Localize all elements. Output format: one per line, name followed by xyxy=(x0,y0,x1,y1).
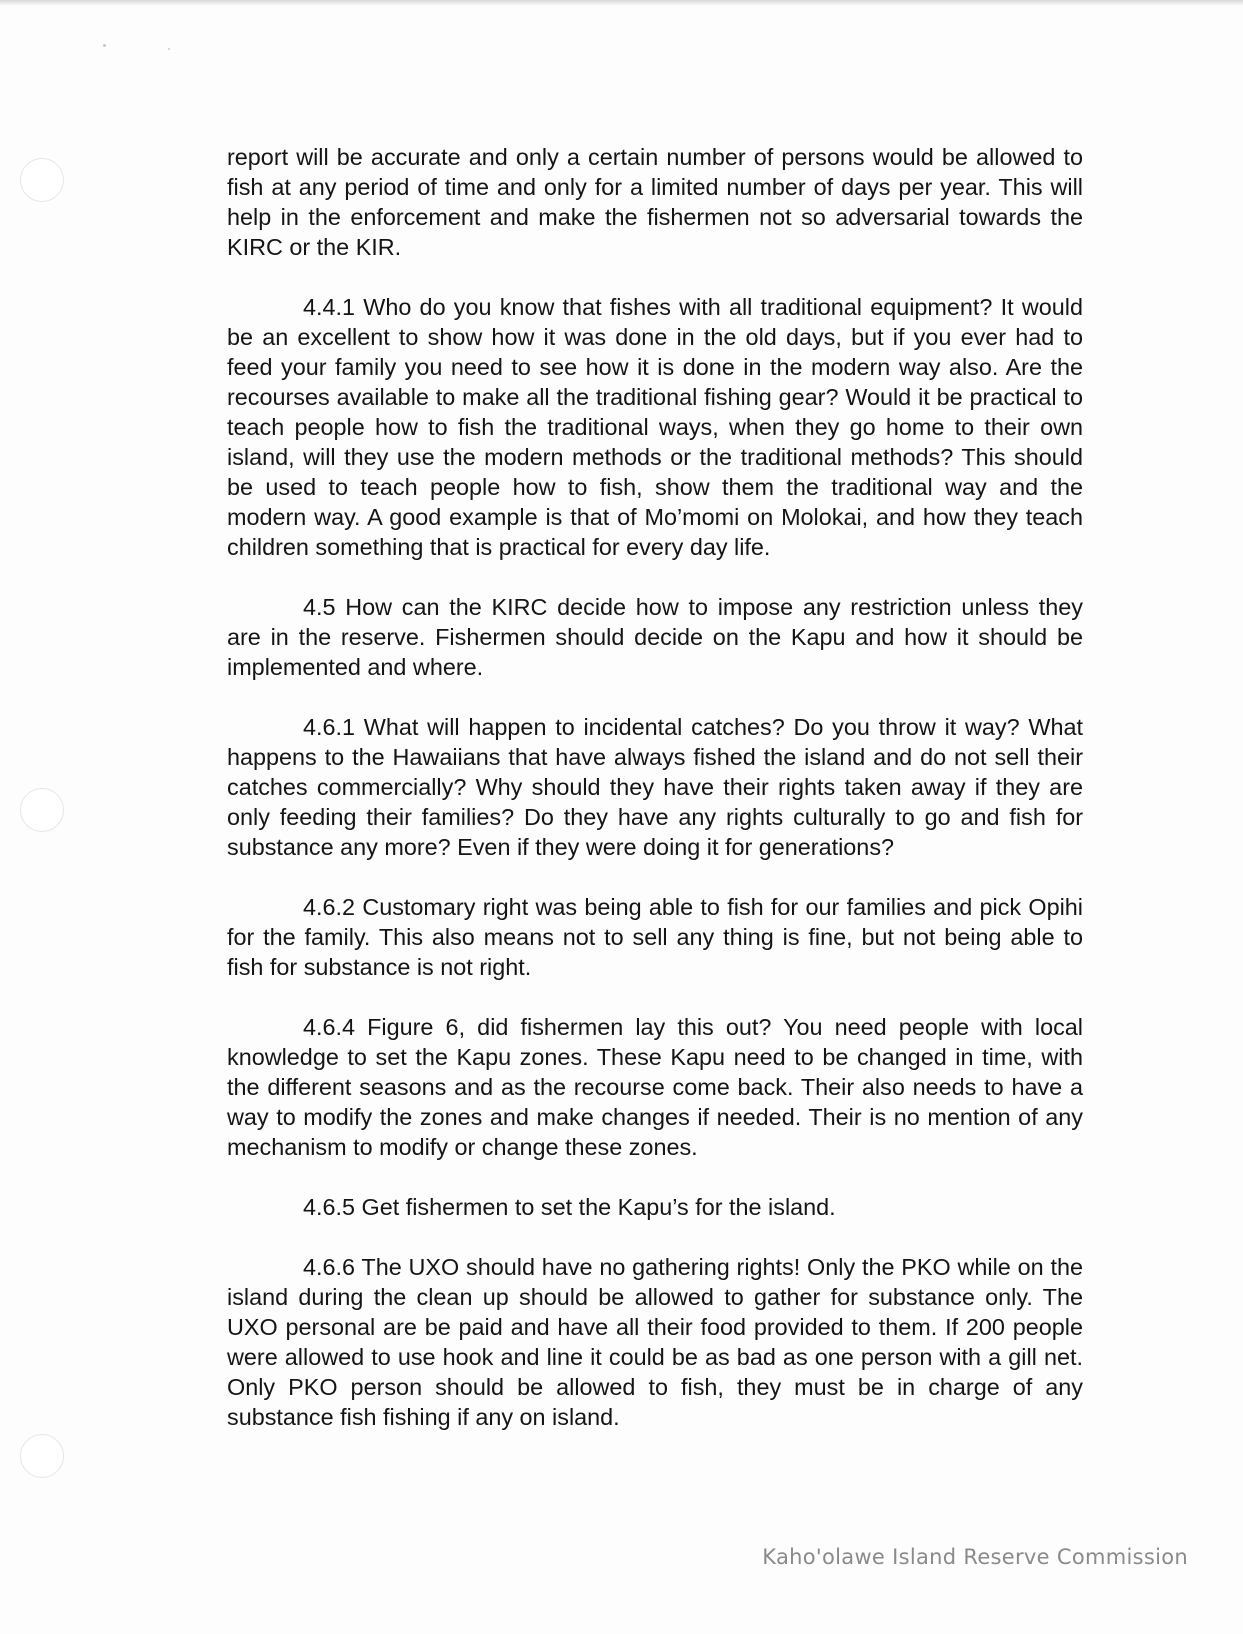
document-body xyxy=(227,142,1083,1462)
footer-credit: Kaho'olawe Island Reserve Commission xyxy=(762,1545,1188,1569)
punch-hole-bottom xyxy=(20,1434,64,1478)
paragraph-4-6-4: 4.6.4 Figure 6, did fishermen lay this out? You need people with local knowledge to set the Kapu zones. These Kapu need to be changed in time, with the different seasons and as the recourse come back. Their also needs to have a way to modify the zones and make changes if needed. Their is no mention of any mechanism to modify or change these zones. xyxy=(227,1014,1083,1160)
scan-speck xyxy=(103,44,106,47)
paragraph-4-6-6: 4.6.6 The UXO should have no gathering rights! Only the PKO while on the island during the clean up should be allowed to gather for substance only. The UXO personal are be paid and have all their food provided to them. If 200 people were allowed to use hook and line it could be as bad as one person with a gill net. Only PKO person should be allowed to fish, they must be in charge of any substance fish fishing if any on island. xyxy=(227,1254,1083,1430)
paragraph-continuation: report will be accurate and only a certain number of persons would be allowed to fish at any period of time and only for a limited number of days per year. This will help in the enforcement and make the fishermen not so adversarial towards the KIRC or the KIR. xyxy=(227,144,1083,260)
paragraph-4-4-1: 4.4.1 Who do you know that fishes with all traditional equipment? It would be an excellent to show how it was done in the old days, but if you ever had to feed your family you need to see how it is done in the modern way also. Are the recourses available to make all the traditional fishing gear? Would it be practical to teach people how to fish the traditional ways, when they go home to their own island, will they use the modern methods or the traditional methods? This should be used to teach people how to fish, show them the traditional way and the modern way. A good example is that of Mo’momi on Molokai, and how they teach children something that is practical for every day life. xyxy=(227,294,1083,560)
scan-speck xyxy=(168,48,170,50)
paragraph-4-6-5: 4.6.5 Get fishermen to set the Kapu’s for the island. xyxy=(303,1194,836,1220)
punch-hole-top xyxy=(20,158,64,202)
paragraph-4-6-2: 4.6.2 Customary right was being able to fish for our families and pick Opihi for the family. This also means not to sell any thing is fine, but not being able to fish for substance is not right. xyxy=(227,894,1083,980)
scan-top-edge xyxy=(0,0,1243,6)
paragraph-4-5: 4.5 How can the KIRC decide how to impose any restriction unless they are in the reserve. Fishermen should decide on the Kapu and how it should be implemented and where. xyxy=(227,594,1083,680)
paragraph-4-6-1: 4.6.1 What will happen to incidental catches? Do you throw it way? What happens to the Hawaiians that have always fished the island and do not sell their catches commercially? Why should they have their rights taken away if they are only feeding their families? Do they have any rights culturally to go and fish for substance any more? Even if they were doing it for generations? xyxy=(227,714,1083,860)
punch-hole-middle xyxy=(20,788,64,832)
